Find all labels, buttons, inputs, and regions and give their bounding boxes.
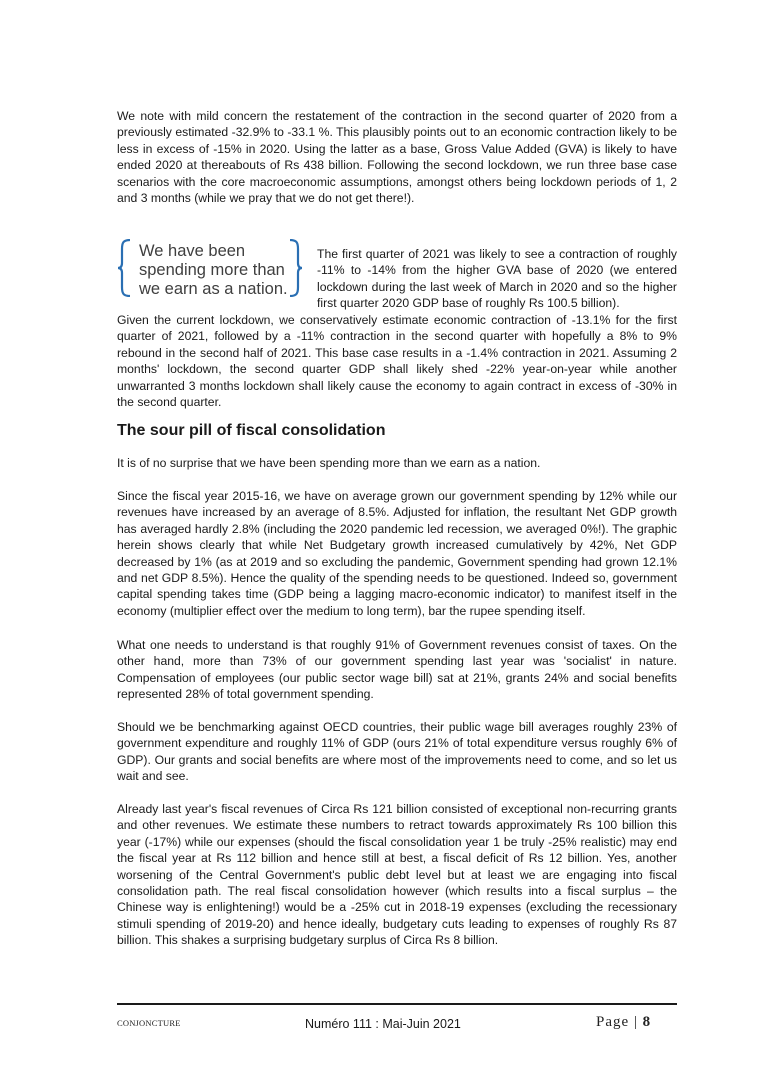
footer-divider xyxy=(117,1003,677,1005)
issue-label: Numéro 111 : Mai-Juin 2021 xyxy=(305,1017,461,1031)
paragraph-spending-intro: It is of no surprise that we have been spending more than we earn as a nation. xyxy=(117,456,541,470)
paragraph-oecd-benchmark: Should we be benchmarking against OECD countries, their public wage bill averages roughly 23% of government expenditure and roughly 11% of GDP (ours 21% of total expenditure versus roughly 6% of GDP). Our grants and social benefits are where most of the improvements need to come, and so let us wait and see. xyxy=(117,720,677,784)
paragraph-first-quarter: The first quarter of 2021 was likely to see a contraction of roughly -11% to -14% from the higher GVA base of 2020 (we entered lockdown during the last week of March in 2020 and so the higher first quarter 2020 GDP base of roughly Rs 100.5 billion). xyxy=(317,247,677,311)
right-brace-icon xyxy=(289,239,303,297)
page-number-value: 8 xyxy=(642,1014,652,1030)
paragraph-fiscal-revenues: Already last year's fiscal revenues of Circa Rs 121 billion consisted of exceptional non-recurring grants and other revenues. We estimate these numbers to retract towards approximately Rs 100 billion this year (-17%) while our expenses (should the fiscal consolidation year 1 be truly -25% realistic) may end the fiscal year at Rs 112 billion and hence still at best, a fiscal deficit of Rs 12 billion. Yes, another worsening of the Central Government's public debt level but at least we are engaging into fiscal consolidation path. The real fiscal consolidation however (which results into a fiscal surplus – the Chinese way is enlightening!) would be a -25% cut in 2018-19 expenses (excluding the recessionary stimuli spending of 2019-20) and hence ideally, budgetary cuts leading to expenses of roughly Rs 87 billion. This shakes a surprising budgetary surplus of Circa Rs 8 billion. xyxy=(117,802,677,948)
page-number xyxy=(596,1014,651,1031)
paragraph-spending-growth: Since the fiscal year 2015-16, we have on average grown our government spending by 12% while our revenues have increased by an average of 8.5%. Adjusted for inflation, the resultant Net GDP growth has averaged hardly 2.8% (including the 2020 pandemic led recession, we averaged 0%!). The graphic herein shows clearly that while Net Budgetary growth increased cumulatively by 42%, Net GDP decreased by 1% (as at 2019 and so excluding the pandemic, Government spending had grown 12.1% and net GDP 8.5%). Hence the quality of the spending needs to be questioned. Indeed so, government capital spending takes time (GDP being a lagging macro-economic indicator) to manifest itself in the economy (multiplier effect over the medium to long term), bar the rupee spending itself. xyxy=(117,489,677,618)
paragraph-revenue-composition: What one needs to understand is that roughly 91% of Government revenues consist of taxes. On the other hand, more than 73% of our government spending last year was 'socialist' in nature. Compensation of employees (our public sector wage bill) sat at 21%, grants 24% and social benefits represented 28% of total government spending. xyxy=(117,638,677,702)
conjoncture-logo xyxy=(117,1014,195,1038)
left-brace-icon xyxy=(117,239,131,297)
pull-quote xyxy=(117,239,307,297)
paragraph-gva-restatement: We note with mild concern the restatement of the contraction in the second quarter of 2020 from a previously estimated -32.9% to -33.1 %. This plausibly points out to an economic contraction likely to be less in excess of -15% in 2020. Using the latter as a base, Gross Value Added (GVA) is likely to have ended 2020 at thereabouts of Rs 438 billion. Following the second lockdown, we run three base case scenarios with the core macroeconomic assumptions, amongst others being lockdown periods of 1, 2 and 3 months (while we pray that we do not get there!). xyxy=(117,109,677,206)
pull-quote-text: We have been spending more than we earn as a nation. xyxy=(139,242,288,298)
logo-text: CONJONCTURE xyxy=(117,1018,181,1028)
paragraph-lockdown-scenarios: Given the current lockdown, we conservatively estimate economic contraction of -13.1% for the first quarter of 2021, followed by a -11% contraction in the second quarter with hopefully a 8% to 9% rebound in the second half of 2021. This base case results in a -1.4% contraction in 2021. Assuming 2 months' lockdown, the second quarter GDP shall likely shed -22% year-on-year while another unwarranted 3 months lockdown shall likely cause the economy to again contract in excess of -30% in the second quarter. xyxy=(117,313,677,410)
section-heading: The sour pill of fiscal consolidation xyxy=(117,422,386,439)
page-label: Page | xyxy=(596,1014,643,1030)
